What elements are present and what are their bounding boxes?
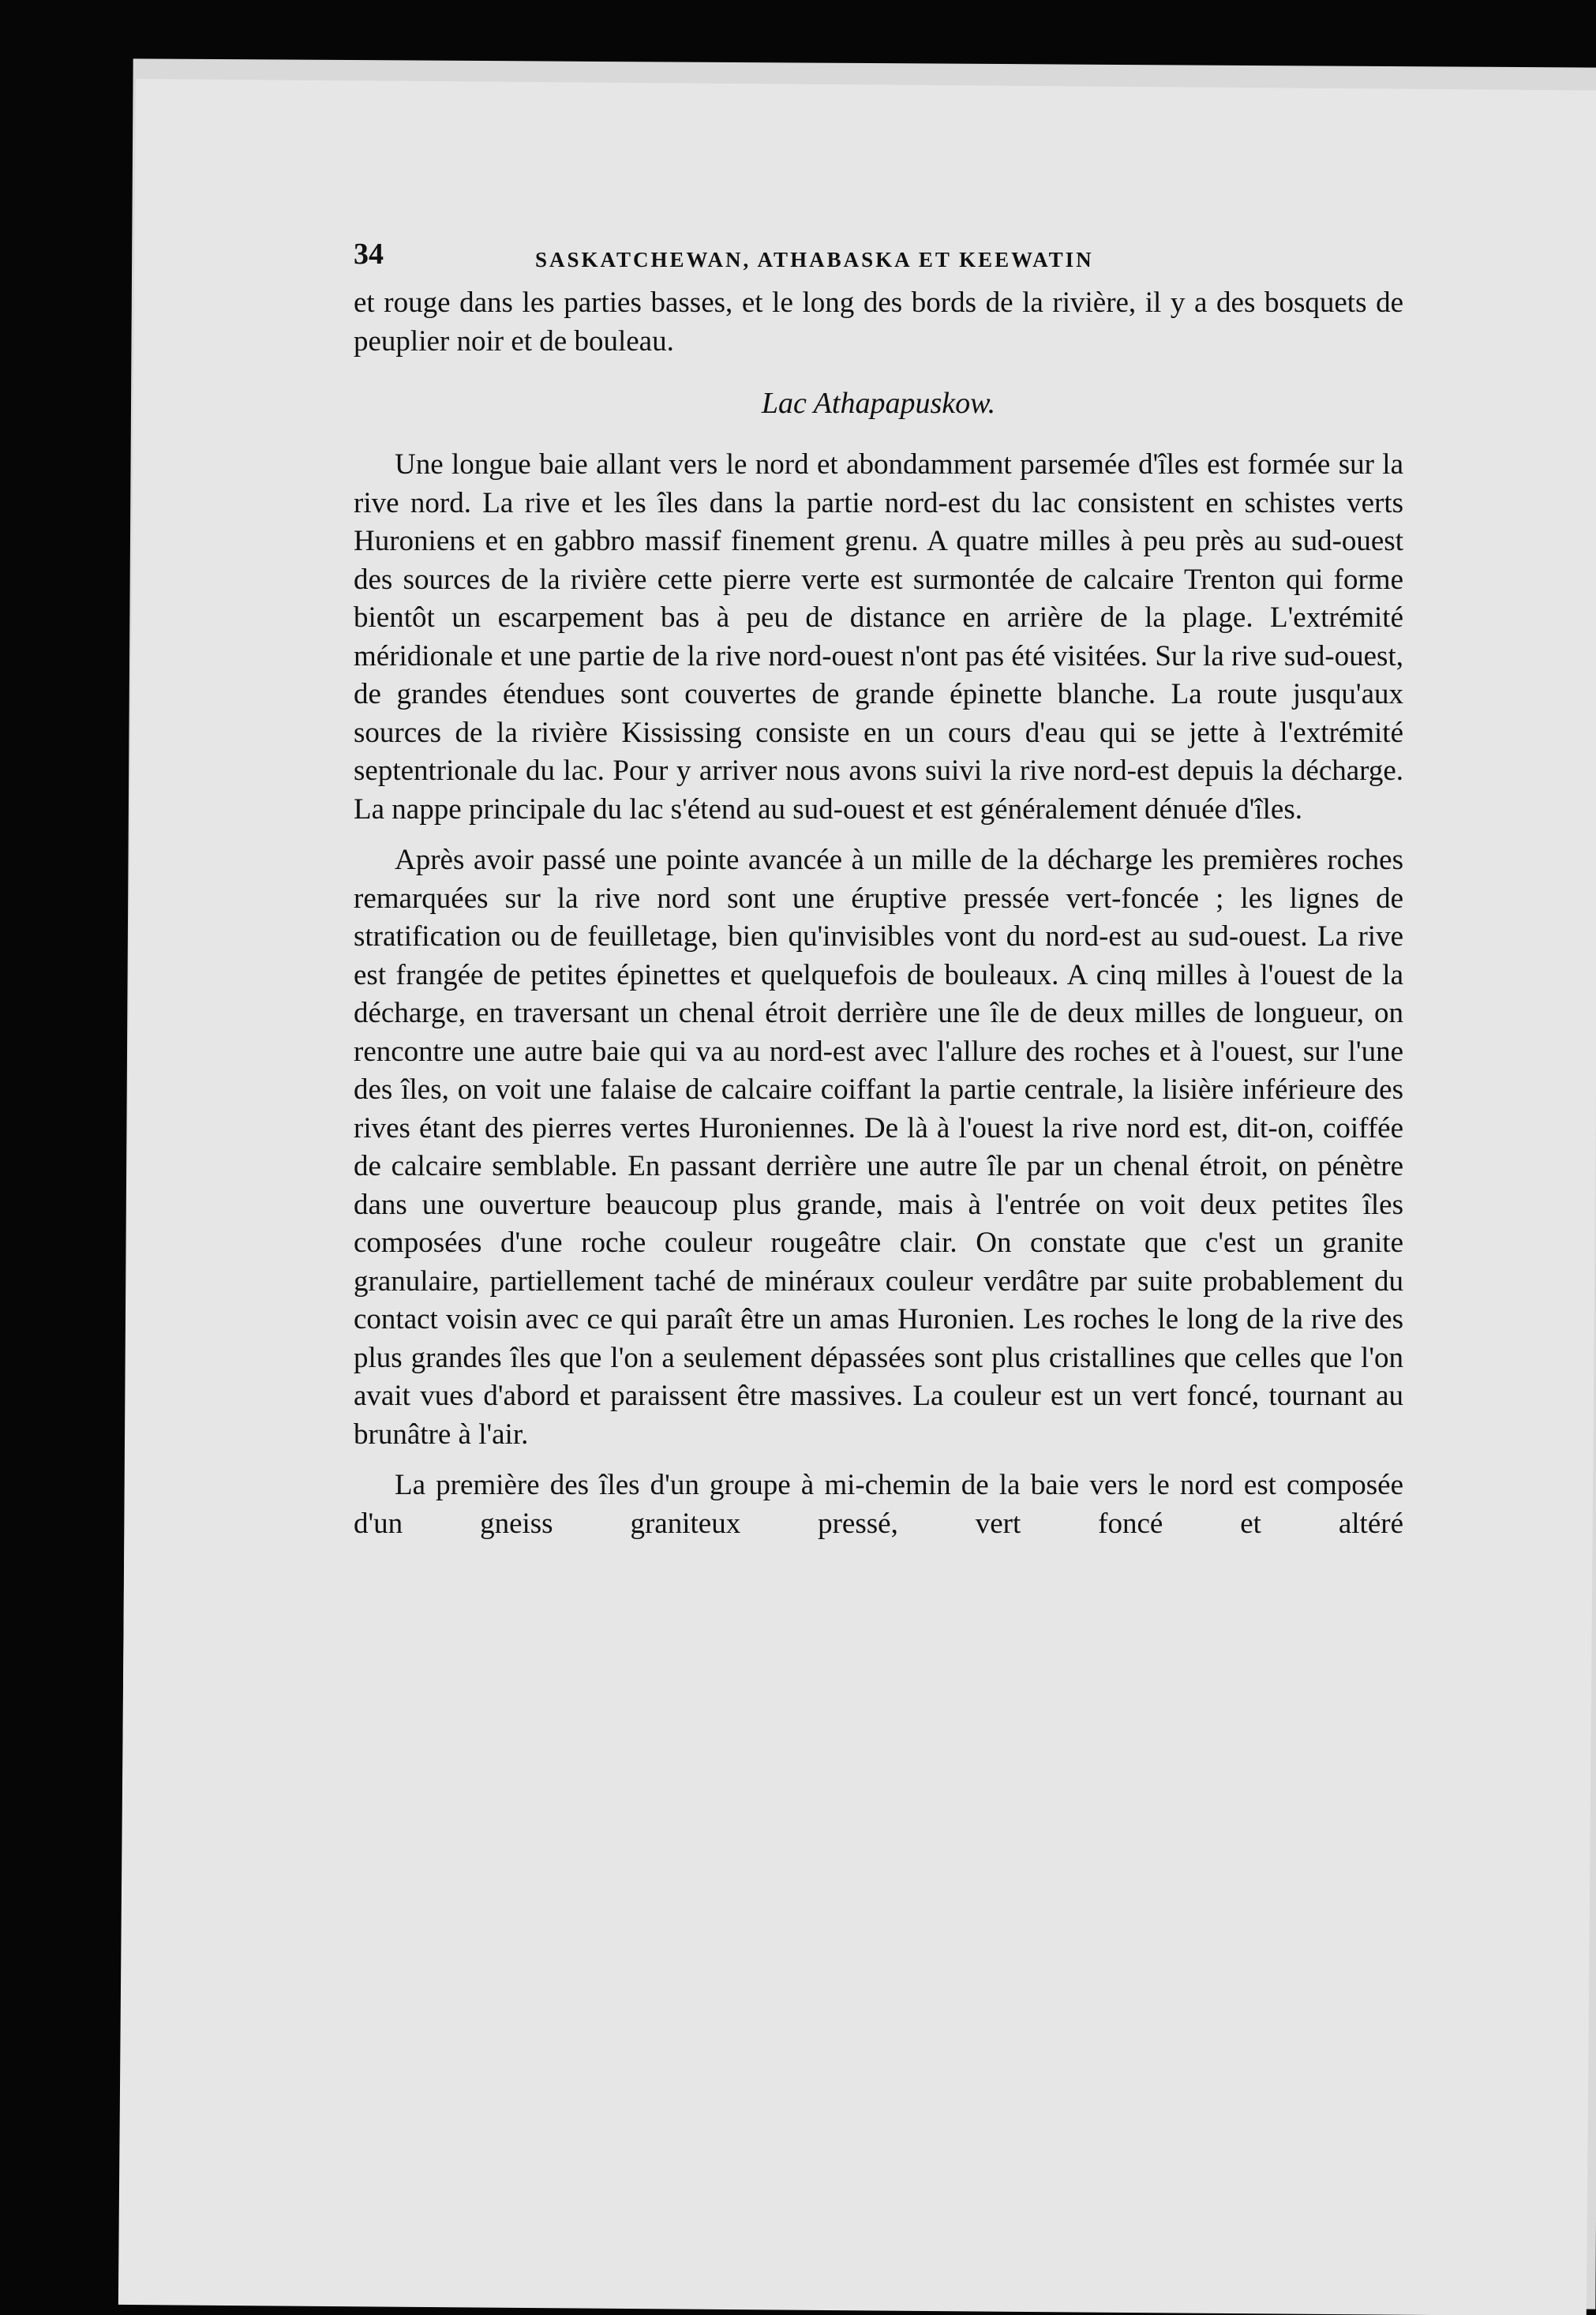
paragraph: Une longue baie allant vers le nord et abondamment parsemée d'îles est formée sur la rive nord. La rive et les îles dans la partie nord-est du lac consistent en schistes verts Huroniens et en gabbro massif finement grenu. A quatre milles à peu près au sud-ouest des sources de la rivière cette pierre verte est surmontée de calcaire Trenton qui forme bientôt un escarpement bas à peu de distance en arrière de la plage. L'extrémité méridionale et une partie de la rive nord-ouest n'ont pas été visitées. Sur la rive sud-ouest, de grandes étendues sont couvertes de grande épinette blanche. La route jusqu'aux sources de la rivière Kississing consiste en un cours d'eau qui se jette à l'extrémité septentrionale du lac. Pour y arriver nous avons suivi la rive nord-est depuis la décharge. La nappe principale du lac s'étend au sud-ouest et est généralement dénuée d'îles. (354, 448, 1403, 826)
paragraph: Après avoir passé une pointe avancée à un mille de la décharge les premières roches remarquées sur la rive nord sont une éruptive pressée vert-foncée ; les lignes de stratification ou de feuilletage, bien qu'invisibles vont du nord-est au sud-ouest. La rive est frangée de petites épinettes et quelquefois de bouleaux. A cinq milles à l'ouest de la décharge, en traversant un chenal étroit derrière une île de deux milles de longueur, on rencontre une autre baie qui va au nord-est avec l'allure des roches et à l'ouest, sur l'une des îles, on voit une falaise de calcaire coiffant la partie centrale, la lisière inférieure des rives étant des pierres vertes Huroniennes. De là à l'ouest la rive nord est, dit-on, coiffée de calcaire semblable. En passant derrière une autre île par un chenal étroit, on pénètre dans une ouverture beaucoup plus grande, mais à l'entrée on voit deux petites îles composées d'une roche couleur rougeâtre clair. On constate que c'est un granite granulaire, partiellement taché de minéraux couleur verdâtre par suite probablement du contact voisin avec ce qui paraît être un amas Huronien. Les roches le long de la rive des plus grandes îles que l'on a seulement dépassées sont plus cristallines que celles que l'on avait vues d'abord et paraissent être massives. La couleur est un vert foncé, tournant au brunâtre à l'air. (354, 844, 1403, 1451)
paragraph-continued: et rouge dans les parties basses, et le long des bords de la rivière, il y a des bosquets de peuplier noir et de bouleau. (354, 287, 1403, 358)
running-head (354, 237, 1403, 284)
section-heading: Lac Athapapuskow. (761, 387, 996, 420)
page-text-block (354, 237, 1403, 1543)
page-number: 34 (354, 238, 384, 271)
paragraph-truncated: La première des îles d'un groupe à mi-chemin de la baie vers le nord est composée d'un gneiss graniteux pressé, vert foncé et altéré (354, 1469, 1403, 1540)
running-title: SASKATCHEWAN, ATHABASKA ET KEEWATIN (535, 248, 1094, 272)
paragraph-spacer (354, 829, 1403, 841)
paragraph-spacer (354, 1454, 1403, 1467)
